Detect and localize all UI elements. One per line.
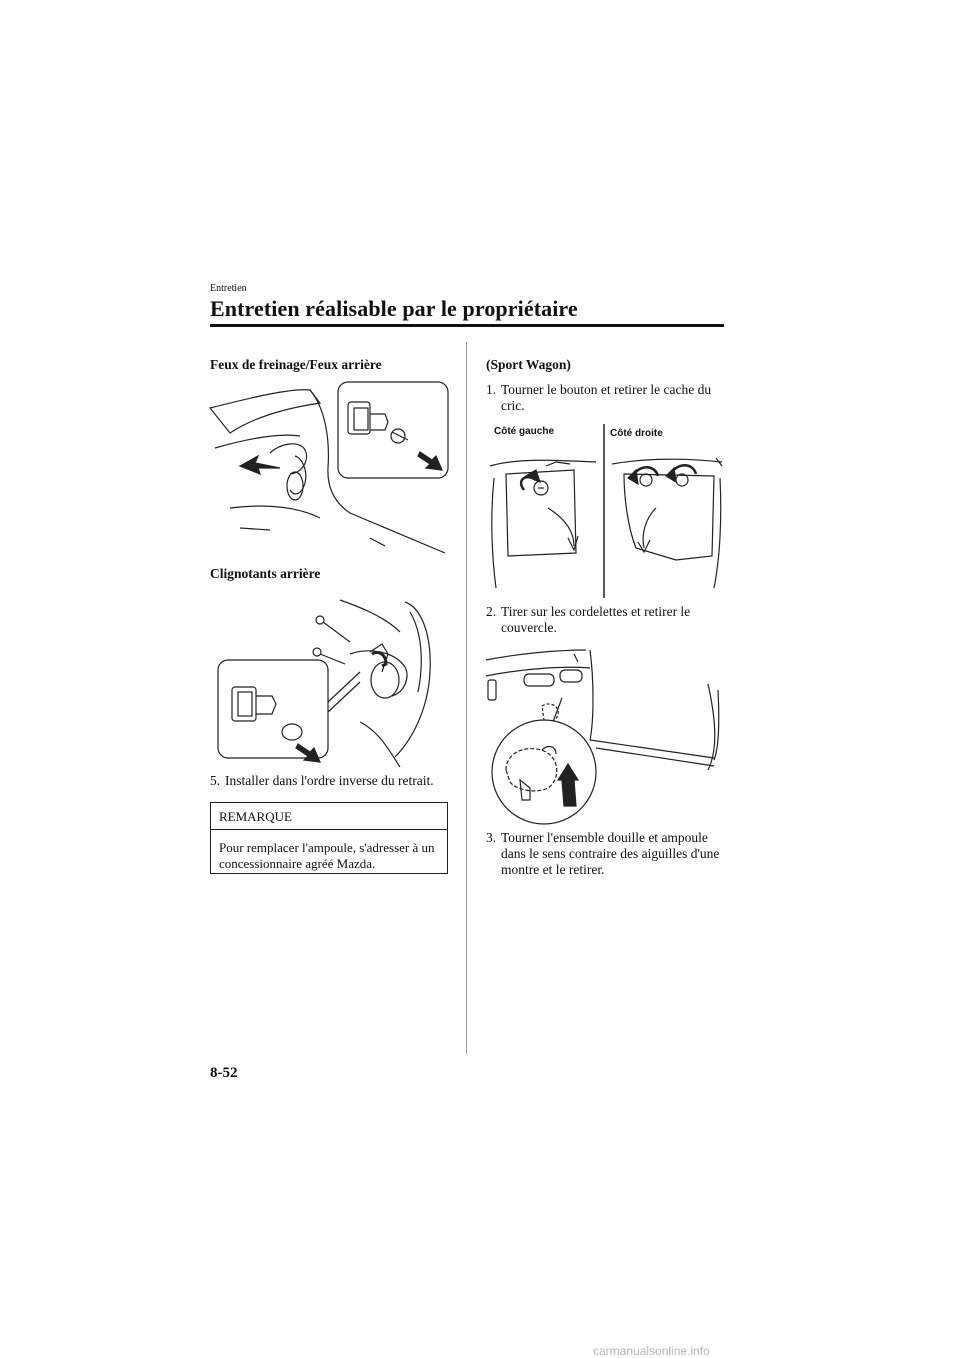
- step-text: Tourner le bouton et retirer le cache du cric.: [501, 382, 712, 413]
- note-text: Pour remplacer l'ampoule, s'adresser à un concessionnaire agréé Mazda.: [219, 840, 435, 871]
- right-step-3: [486, 830, 724, 878]
- column-divider: [466, 342, 467, 1054]
- right-side-label: Côté droite: [610, 428, 663, 439]
- right-step-2: [486, 604, 724, 636]
- step-text: Tirer sur les cordelettes et retirer le couvercle.: [501, 604, 691, 635]
- brake-light-illustration: [210, 378, 450, 558]
- step-number: 2.: [486, 604, 497, 619]
- turn-signal-inset-frame: [218, 660, 328, 758]
- jack-cover-illustration: [486, 418, 726, 598]
- step-number: 5.: [210, 773, 221, 788]
- left-side-label: Côté gauche: [494, 426, 555, 437]
- heading-sport-wagon: (Sport Wagon): [486, 357, 571, 372]
- cover-removal-illustration: [486, 640, 726, 820]
- note-title: REMARQUE: [211, 803, 447, 830]
- left-step-5: [210, 773, 450, 789]
- step-number: 1.: [486, 382, 497, 397]
- heading-brake-lights: Feux de freinage/Feux arrière: [210, 357, 382, 372]
- page-title: Entretien réalisable par le propriétaire: [210, 296, 578, 321]
- turn-signal-illustration: [210, 592, 450, 770]
- page-number: 8-52: [210, 1065, 238, 1081]
- watermark: carmanualsonline.info: [593, 1344, 710, 1358]
- step-text: Tourner l'ensemble douille et ampoule dans le sens contraire des aiguilles d'une montre et le retirer.: [501, 830, 720, 877]
- header-rule: [210, 324, 724, 327]
- heading-turn-signals: Clignotants arrière: [210, 566, 321, 581]
- step-number: 3.: [486, 830, 497, 845]
- cover-detail-inset: [492, 720, 596, 824]
- right-step-1: [486, 382, 724, 414]
- step-text: Installer dans l'ordre inverse du retrait.: [225, 773, 434, 788]
- section-label: Entretien: [210, 283, 247, 294]
- note-box: [210, 802, 448, 874]
